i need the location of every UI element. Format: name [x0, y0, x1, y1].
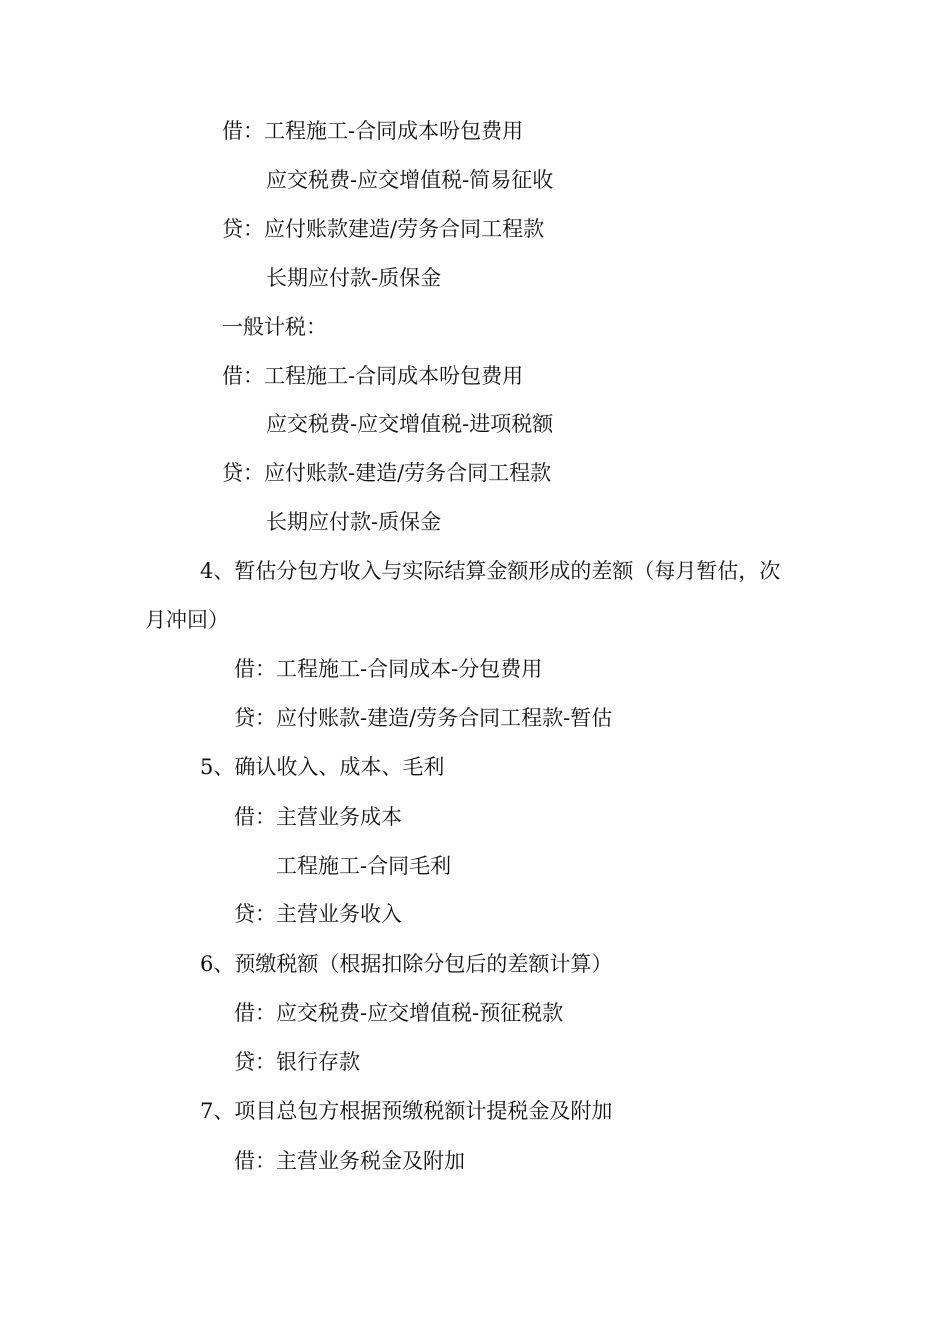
entry-debit-continuation-line: 工程施工-合同毛利 — [276, 854, 452, 878]
section-heading-4: 4、暂估分包方收入与实际结算金额形成的差额（每月暂估，次 — [200, 559, 781, 583]
entry-credit-line: 贷：应付账款-建造/劳务合同工程款 — [222, 461, 552, 485]
entry-debit-line: 借：应交税费-应交增值税-预征税款 — [234, 1001, 564, 1025]
entry-credit-line: 贷：主营业务收入 — [234, 902, 402, 926]
entry-credit-continuation-line: 长期应付款-质保金 — [266, 510, 442, 534]
entry-debit-line: 借：主营业务成本 — [234, 805, 402, 829]
section-heading-4-continuation: 月冲回） — [145, 608, 229, 632]
entry-debit-continuation-line: 应交税费-应交增值税-进项税额 — [266, 412, 554, 436]
entry-debit-line: 借：主营业务税金及附加 — [234, 1149, 465, 1173]
entry-credit-line: 贷：应付账款-建造/劳务合同工程款-暂估 — [234, 706, 613, 730]
entry-credit-continuation-line: 长期应付款-质保金 — [266, 266, 442, 290]
section-heading-5: 5、确认收入、成本、毛利 — [200, 755, 445, 779]
entry-debit-line: 借：工程施工-合同成本吩包费用 — [222, 364, 524, 388]
entry-credit-line: 贷：应付账款建造/劳务合同工程款 — [222, 217, 545, 241]
entry-debit-continuation-line: 应交税费-应交增值税-简易征收 — [266, 168, 554, 192]
entry-debit-line: 借：工程施工-合同成本吩包费用 — [222, 119, 524, 143]
subheading-general-tax: 一般计税： — [222, 315, 327, 339]
section-heading-6: 6、预缴税额（根据扣除分包后的差额计算） — [200, 952, 613, 976]
entry-credit-line: 贷：银行存款 — [234, 1050, 360, 1074]
entry-debit-line: 借：工程施工-合同成本-分包费用 — [234, 657, 543, 681]
section-heading-7: 7、项目总包方根据预缴税额计提税金及附加 — [200, 1099, 613, 1123]
